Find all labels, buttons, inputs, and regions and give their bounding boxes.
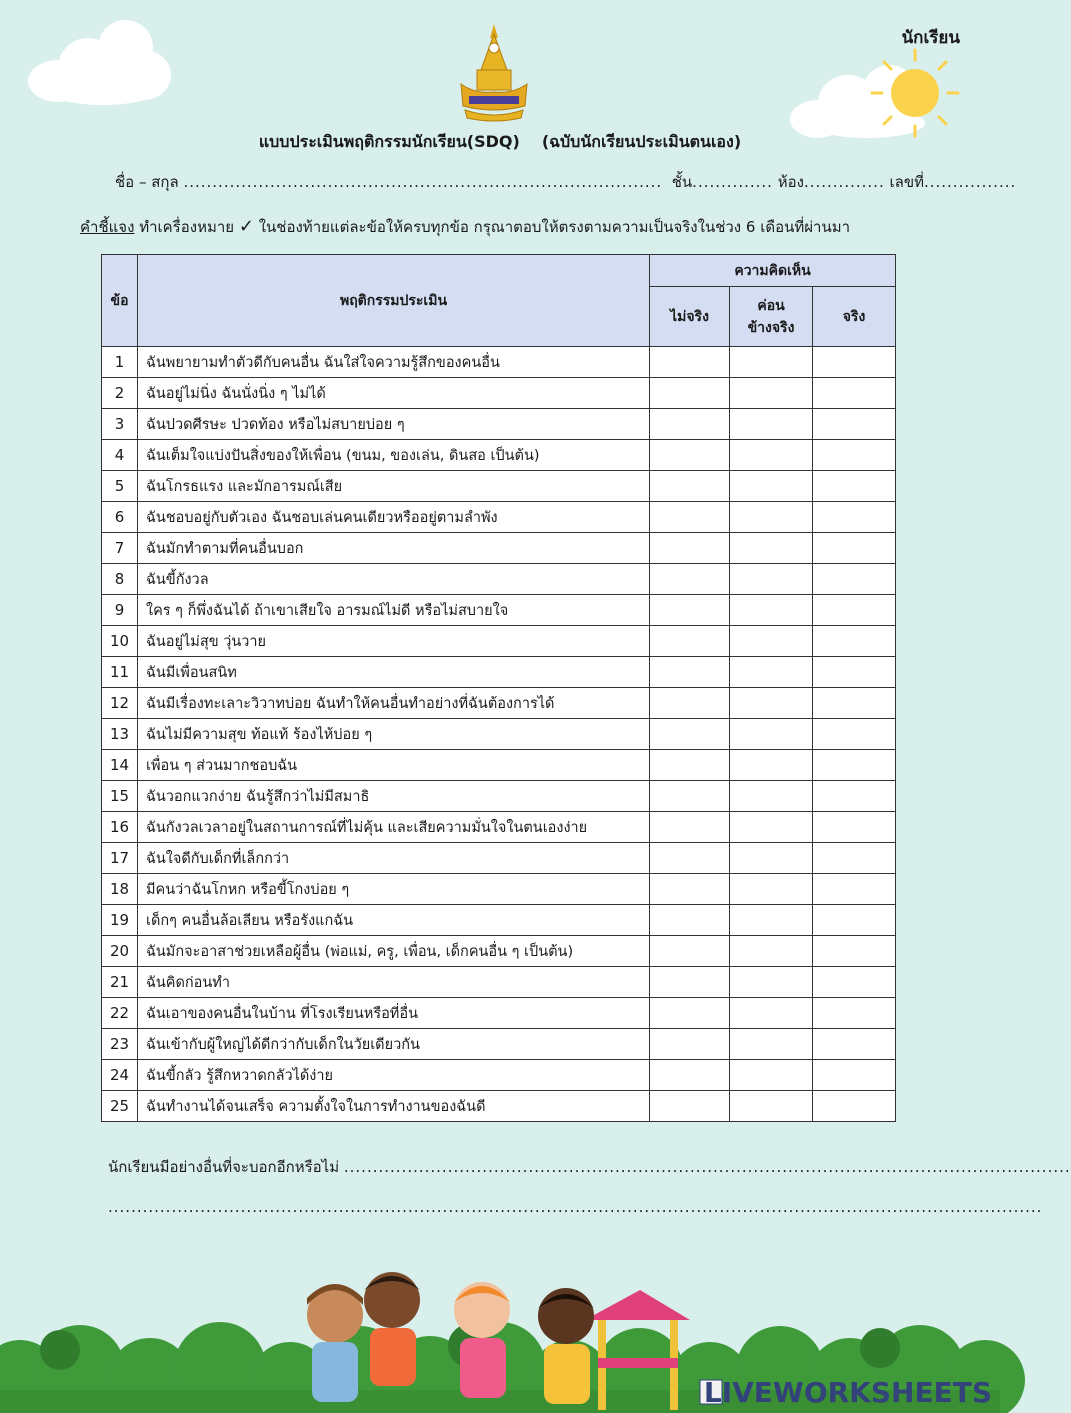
item-number: 10 [102,626,138,657]
answer-cell-true[interactable] [813,843,896,874]
answer-cell-false[interactable] [650,874,730,905]
header-item-no: ข้อ [102,255,138,347]
table-row [102,812,896,843]
behavior-statement: ฉันวอกแวกง่าย ฉันรู้สึกว่าไม่มีสมาธิ [138,781,650,812]
checkmark-icon: ✓ [238,216,254,237]
header-option-false: ไม่จริง [650,287,730,347]
answer-cell-true[interactable] [813,564,896,595]
behavior-statement: ใคร ๆ ก็พึ่งฉันได้ ถ้าเขาเสียใจ อารมณ์ไม่ดี หรือไม่สบายใจ [138,595,650,626]
item-number: 13 [102,719,138,750]
answer-cell-true[interactable] [813,719,896,750]
answer-cell-true[interactable] [813,626,896,657]
answer-cell-somewhat-true[interactable] [730,874,813,905]
answer-cell-somewhat-true[interactable] [730,936,813,967]
answer-cell-true[interactable] [813,936,896,967]
answer-cell-false[interactable] [650,471,730,502]
answer-cell-false[interactable] [650,657,730,688]
table-row [102,843,896,874]
item-number: 1 [102,347,138,378]
answer-cell-somewhat-true[interactable] [730,1091,813,1122]
behavior-statement: ฉันกังวลเวลาอยู่ในสถานการณ์ที่ไม่คุ้น และเสียความมั่นใจในตนเองง่าย [138,812,650,843]
additional-comment-question: นักเรียนมีอย่างอื่นที่จะบอกอีกหรือไม่ [108,1158,340,1176]
item-number: 11 [102,657,138,688]
answer-cell-true[interactable] [813,533,896,564]
sdq-table-body [102,347,896,1122]
instructions-label: คำชี้แจง [80,218,135,236]
answer-cell-somewhat-true[interactable] [730,905,813,936]
item-number: 25 [102,1091,138,1122]
behavior-statement: ฉันโกรธแรง และมักอารมณ์เสีย [138,471,650,502]
answer-cell-somewhat-true[interactable] [730,564,813,595]
brand-watermark: LIVEWORKSHEETS [703,1376,992,1409]
form-title-subtitle: (ฉบับนักเรียนประเมินตนเอง) [541,132,742,151]
header-option-true: จริง [813,287,896,347]
answer-cell-somewhat-true[interactable] [730,719,813,750]
behavior-statement: ฉันอยู่ไม่นิ่ง ฉันนั่งนิ่ง ๆ ไม่ได้ [138,378,650,409]
behavior-statement: ฉันใจดีกับเด็กที่เล็กกว่า [138,843,650,874]
answer-cell-false[interactable] [650,905,730,936]
additional-comment-line-2 [108,1198,1043,1216]
table-row [102,719,896,750]
form-title-main: แบบประเมินพฤติกรรมนักเรียน(SDQ) [258,132,520,151]
table-row [102,967,896,998]
answer-cell-true[interactable] [813,1060,896,1091]
answer-cell-true[interactable] [813,595,896,626]
item-number: 20 [102,936,138,967]
answer-cell-true[interactable] [813,378,896,409]
form-title [0,130,1000,155]
header-opinion: ความคิดเห็น [650,255,896,287]
answer-cell-somewhat-true[interactable] [730,967,813,998]
room-label: ห้อง [777,173,804,191]
answer-cell-false[interactable] [650,347,730,378]
answer-cell-somewhat-true[interactable] [730,688,813,719]
table-row [102,502,896,533]
table-row [102,409,896,440]
answer-cell-false[interactable] [650,936,730,967]
table-row [102,1029,896,1060]
name-field[interactable]: ................................................................................... [183,173,663,191]
item-number: 8 [102,564,138,595]
item-number: 15 [102,781,138,812]
answer-cell-false[interactable] [650,781,730,812]
answer-cell-false[interactable] [650,1060,730,1091]
item-number: 4 [102,440,138,471]
answer-cell-somewhat-true[interactable] [730,347,813,378]
item-number: 2 [102,378,138,409]
item-number: 6 [102,502,138,533]
item-number: 19 [102,905,138,936]
behavior-statement: ฉันไม่มีความสุข ท้อแท้ ร้องไห้บ่อย ๆ [138,719,650,750]
answer-cell-false[interactable] [650,1029,730,1060]
behavior-statement: ฉันปวดศีรษะ ปวดท้อง หรือไม่สบายบ่อย ๆ [138,409,650,440]
answer-cell-true[interactable] [813,1091,896,1122]
table-row [102,905,896,936]
answer-cell-false[interactable] [650,595,730,626]
table-row [102,1091,896,1122]
table-row [102,533,896,564]
table-row [102,936,896,967]
answer-cell-somewhat-true[interactable] [730,440,813,471]
answer-cell-true[interactable] [813,781,896,812]
answer-cell-true[interactable] [813,502,896,533]
sdq-questionnaire-table [101,254,896,1122]
additional-comment-line-1 [108,1155,1071,1179]
answer-cell-true[interactable] [813,471,896,502]
behavior-statement: ฉันมีเพื่อนสนิท [138,657,650,688]
answer-cell-true[interactable] [813,657,896,688]
answer-cell-somewhat-true[interactable] [730,595,813,626]
answer-cell-somewhat-true[interactable] [730,657,813,688]
student-info-line [115,170,1016,194]
item-number: 18 [102,874,138,905]
answer-cell-somewhat-true[interactable] [730,378,813,409]
answer-cell-somewhat-true[interactable] [730,812,813,843]
answer-cell-somewhat-true[interactable] [730,409,813,440]
instructions-text-1: ทำเครื่องหมาย [139,218,235,236]
answer-cell-true[interactable] [813,347,896,378]
answer-cell-false[interactable] [650,1091,730,1122]
additional-comment-field-2[interactable]: .................................................................................................................................................................. [108,1198,1043,1216]
item-number: 17 [102,843,138,874]
item-number: 21 [102,967,138,998]
item-number: 23 [102,1029,138,1060]
number-label: เลขที่ [889,173,924,191]
class-label: ชั้น [671,173,693,191]
table-row [102,378,896,409]
answer-cell-false[interactable] [650,626,730,657]
room-field[interactable]: .............. [803,173,885,191]
answer-cell-true[interactable] [813,967,896,998]
table-row [102,874,896,905]
behavior-statement: ฉันคิดก่อนทำ [138,967,650,998]
table-row [102,347,896,378]
behavior-statement: ฉันเข้ากับผู้ใหญ่ได้ดีกว่ากับเด็กในวัยเดียวกัน [138,1029,650,1060]
table-row [102,626,896,657]
behavior-statement: ฉันชอบอยู่กับตัวเอง ฉันชอบเล่นคนเดียวหรืออยู่ตามลำพัง [138,502,650,533]
item-number: 22 [102,998,138,1029]
answer-cell-somewhat-true[interactable] [730,1029,813,1060]
item-number: 16 [102,812,138,843]
header-option-somewhat-true [730,287,813,347]
item-number: 14 [102,750,138,781]
item-number: 12 [102,688,138,719]
behavior-statement: มีคนว่าฉันโกหก หรือขี้โกงบ่อย ๆ [138,874,650,905]
answer-cell-true[interactable] [813,409,896,440]
answer-cell-false[interactable] [650,409,730,440]
header-option-somewhat-line1: ค่อน [757,297,785,314]
answer-cell-false[interactable] [650,564,730,595]
answer-cell-true[interactable] [813,812,896,843]
behavior-statement: ฉันอยู่ไม่สุข วุ่นวาย [138,626,650,657]
answer-cell-somewhat-true[interactable] [730,502,813,533]
answer-cell-somewhat-true[interactable] [730,533,813,564]
answer-cell-true[interactable] [813,1029,896,1060]
header-option-somewhat-line2: ข้างจริง [747,319,795,336]
answer-cell-false[interactable] [650,533,730,564]
respondent-type-label: นักเรียน [901,28,960,48]
class-field[interactable]: .............. [692,173,773,191]
answer-cell-somewhat-true[interactable] [730,781,813,812]
table-row [102,750,896,781]
answer-cell-somewhat-true[interactable] [730,750,813,781]
instructions [80,215,850,239]
table-row [102,781,896,812]
behavior-statement: ฉันพยายามทำตัวดีกับคนอื่น ฉันใส่ใจความรู้สึกของคนอื่น [138,347,650,378]
item-number: 5 [102,471,138,502]
answer-cell-somewhat-true[interactable] [730,843,813,874]
answer-cell-true[interactable] [813,905,896,936]
table-row [102,998,896,1029]
answer-cell-somewhat-true[interactable] [730,1060,813,1091]
answer-cell-true[interactable] [813,874,896,905]
additional-comment-field-1[interactable]: .............................................................................................................................. [343,1158,1071,1176]
answer-cell-false[interactable] [650,967,730,998]
answer-cell-false[interactable] [650,843,730,874]
instructions-text-2: ในช่องท้ายแต่ละข้อให้ครบทุกข้อ กรุณาตอบให้ตรงตามความเป็นจริงในช่วง 6 เดือนที่ผ่านมา [258,218,851,236]
item-number: 3 [102,409,138,440]
behavior-statement: ฉันขี้กังวล [138,564,650,595]
behavior-statement: เพื่อน ๆ ส่วนมากชอบฉัน [138,750,650,781]
table-row [102,471,896,502]
cloud-left-decoration [28,20,168,110]
answer-cell-false[interactable] [650,812,730,843]
school-emblem-icon [455,20,533,124]
table-row [102,440,896,471]
behavior-statement: ฉันมีเรื่องทะเลาะวิวาทบ่อย ฉันทำให้คนอื่นทำอย่างที่ฉันต้องการได้ [138,688,650,719]
table-row [102,657,896,688]
answer-cell-false[interactable] [650,998,730,1029]
answer-cell-true[interactable] [813,440,896,471]
answer-cell-somewhat-true[interactable] [730,998,813,1029]
behavior-statement: ฉันเอาของคนอื่นในบ้าน ที่โรงเรียนหรือที่อื่น [138,998,650,1029]
answer-cell-true[interactable] [813,688,896,719]
behavior-statement: เด็กๆ คนอื่นล้อเลียน หรือรังแกฉัน [138,905,650,936]
behavior-statement: ฉันมักทำตามที่คนอื่นบอก [138,533,650,564]
table-row [102,1060,896,1091]
behavior-statement: ฉันทำงานได้จนเสร็จ ความตั้งใจในการทำงานของฉันดี [138,1091,650,1122]
answer-cell-false[interactable] [650,502,730,533]
behavior-statement: ฉันมักจะอาสาช่วยเหลือผู้อื่น (พ่อแม่, ครู, เพื่อน, เด็กคนอื่น ๆ เป็นต้น) [138,936,650,967]
answer-cell-true[interactable] [813,998,896,1029]
item-number: 9 [102,595,138,626]
behavior-statement: ฉันเต็มใจแบ่งปันสิ่งของให้เพื่อน (ขนม, ของเล่น, ดินสอ เป็นต้น) [138,440,650,471]
table-row [102,595,896,626]
answer-cell-false[interactable] [650,378,730,409]
table-row [102,564,896,595]
item-number: 7 [102,533,138,564]
header-behavior: พฤติกรรมประเมิน [138,255,650,347]
name-label: ชื่อ – สกุล [115,173,179,191]
answer-cell-false[interactable] [650,688,730,719]
answer-cell-false[interactable] [650,440,730,471]
table-row [102,688,896,719]
answer-cell-somewhat-true[interactable] [730,471,813,502]
number-field[interactable]: ................ [923,173,1017,191]
answer-cell-false[interactable] [650,750,730,781]
answer-cell-false[interactable] [650,719,730,750]
answer-cell-true[interactable] [813,750,896,781]
item-number: 24 [102,1060,138,1091]
sun-icon [868,46,962,140]
answer-cell-somewhat-true[interactable] [730,626,813,657]
behavior-statement: ฉันขี้กลัว รู้สึกหวาดกลัวได้ง่าย [138,1060,650,1091]
